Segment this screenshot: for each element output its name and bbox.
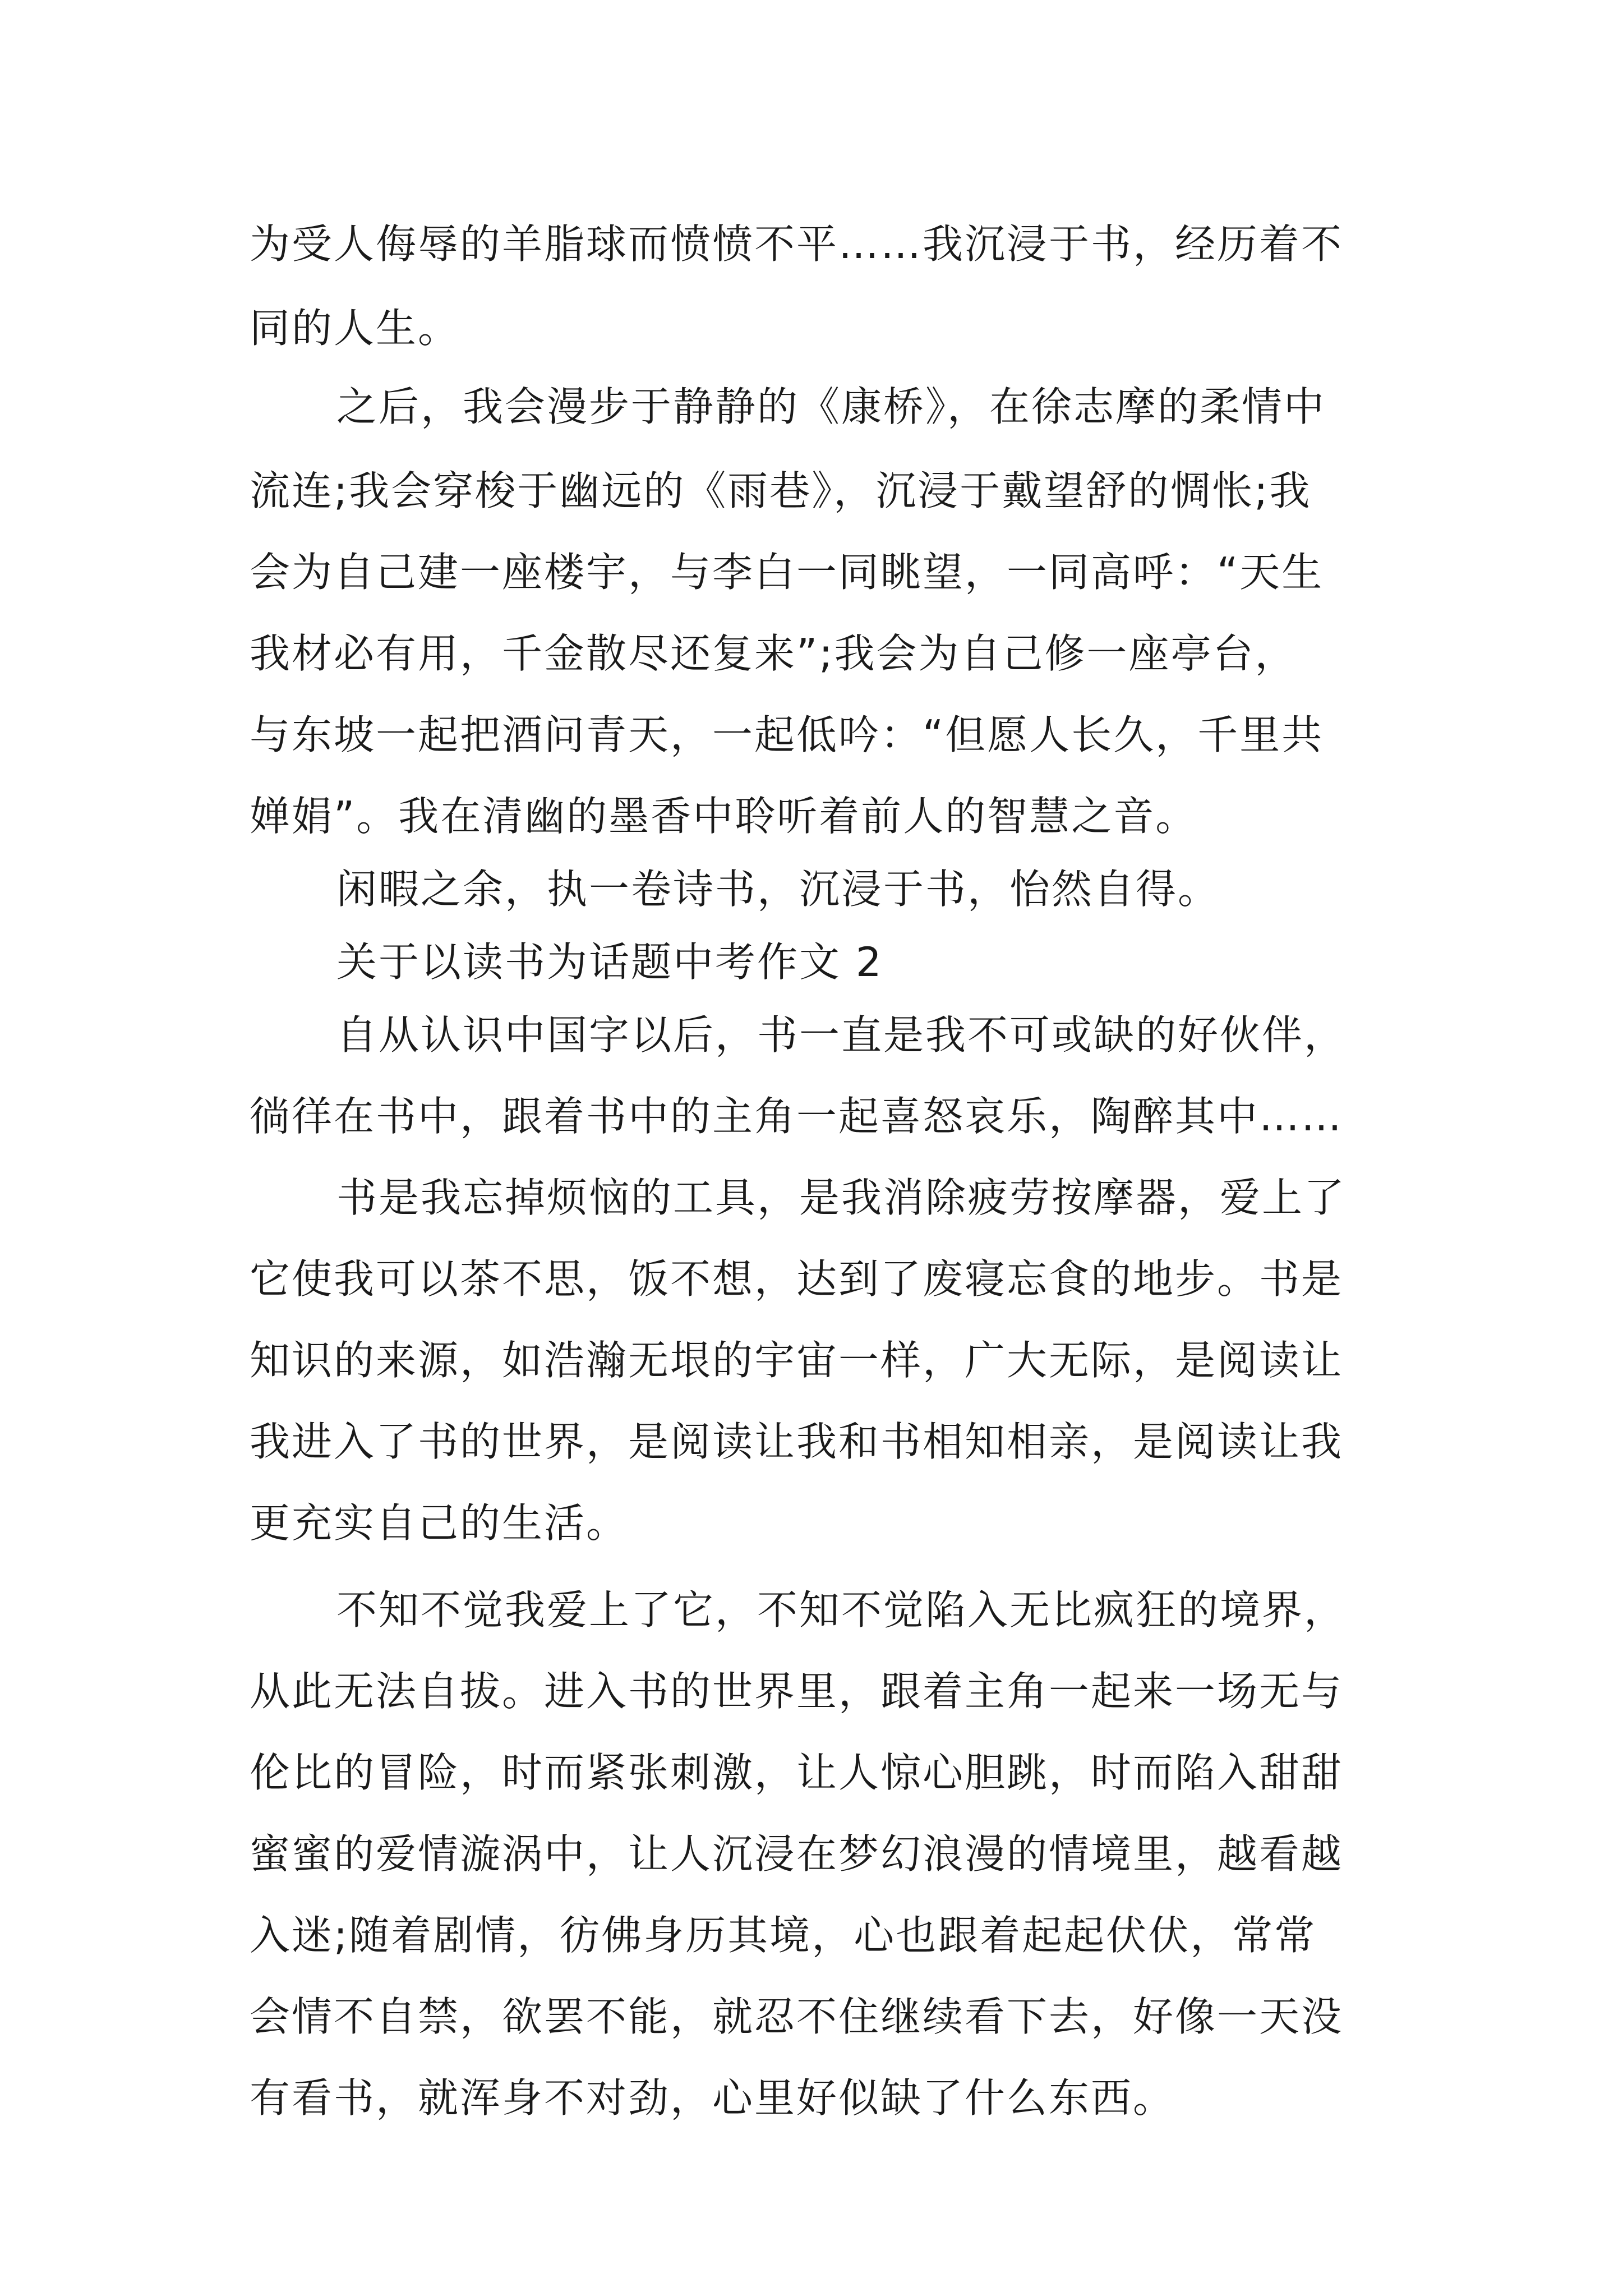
paragraph-start-line: 书是我忘掉烦恼的工具，是我消除疲劳按摩器，爱上了 [336,1174,1347,1221]
text-line: 有看书，就浑身不对劲，心里好似缺了什么东西。 [250,2074,1175,2122]
text-line: 我进入了书的世界，是阅读让我和书相知相亲，是阅读让我 [250,1418,1344,1465]
text-line: 伦比的冒险，时而紧张刺激，让人惊心胆跳，时而陷入甜甜 [250,1749,1344,1796]
text-line: 会为自己建一座楼宇，与李白一同眺望，一同高呼：“天生 [250,549,1324,596]
paragraph-start-line: 不知不觉我爱上了它，不知不觉陷入无比疯狂的境界， [336,1586,1347,1634]
text-line: 流连;我会穿梭于幽远的《雨巷》，沉浸于戴望舒的惆怅;我 [250,467,1312,514]
paragraph-start-line: 之后，我会漫步于静静的《康桥》，在徐志摩的柔情中 [336,383,1326,430]
text-line: 同的人生。 [250,305,460,352]
text-line: 我材必有用，千金散尽还复来”;我会为自己修一座亭台， [250,630,1297,677]
text-line: 入迷;随着剧情，彷佛身历其境，心也跟着起起伏伏，常常 [250,1912,1317,1959]
text-line: 蜜蜜的爱情漩涡中，让人沉浸在梦幻浪漫的情境里，越看越 [250,1830,1344,1878]
text-line: 与东坡一起把酒问青天，一起低吟：“但愿人长久，千里共 [250,711,1324,758]
paragraph-start-line: 自从认识中国字以后，书一直是我不可或缺的好伙伴， [336,1011,1347,1059]
text-line: 为受人侮辱的羊脂球而愤愤不平……我沉浸于书，经历着不 [250,220,1344,268]
text-line: 徜徉在书中，跟着书中的主角一起喜怒哀乐，陶醉其中…… [250,1093,1344,1140]
text-line: 从此无法自拔。进入书的世界里，跟着主角一起来一场无与 [250,1668,1344,1715]
text-line: 婵娟”。我在清幽的墨香中聆听着前人的智慧之音。 [250,793,1198,840]
text-line: 会情不自禁，欲罢不能，就忍不住继续看下去，好像一天没 [250,1993,1344,2040]
text-line: 知识的来源，如浩瀚无垠的宇宙一样，广大无际，是阅读让 [250,1337,1344,1384]
paragraph-start-line: 闲暇之余，执一卷诗书，沉浸于书，怡然自得。 [336,866,1220,913]
text-line: 更充实自己的生活。 [250,1499,629,1547]
text-line: 它使我可以茶不思，饭不想，达到了废寝忘食的地步。书是 [250,1255,1344,1303]
section-heading: 关于以读书为话题中考作文 2 [336,938,883,986]
